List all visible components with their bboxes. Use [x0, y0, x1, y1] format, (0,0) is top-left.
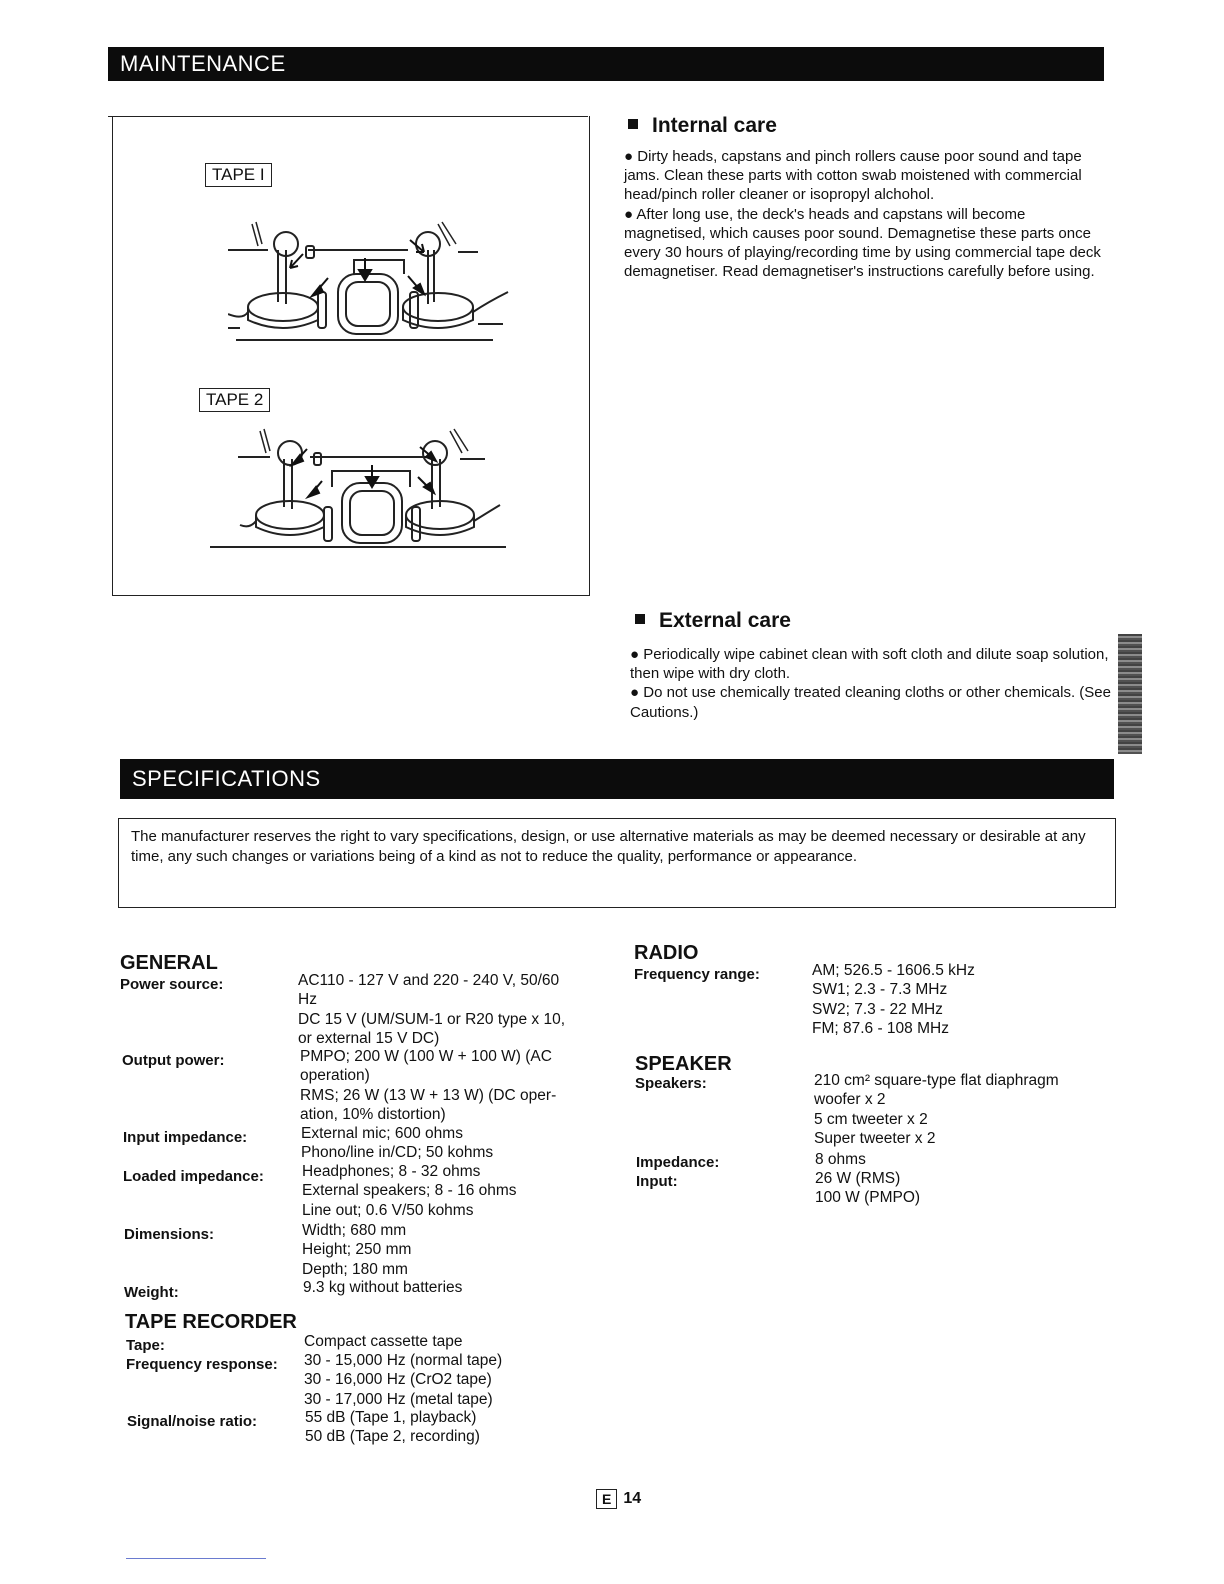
bullet-square-icon — [635, 614, 645, 624]
input-impedance-value — [301, 1124, 493, 1163]
input-line: 26 W (RMS) — [815, 1170, 901, 1187]
frequency-response-line: 30 - 15,000 Hz (normal tape) — [304, 1352, 503, 1369]
input-impedance-line: External mic; 600 ohms — [301, 1125, 463, 1142]
speakers-value — [814, 1071, 1059, 1149]
speakers-line: 5 cm tweeter x 2 — [814, 1110, 928, 1128]
maintenance-title: MAINTENANCE — [120, 51, 286, 76]
internal-care-heading — [628, 114, 777, 138]
output-power-value — [300, 1047, 556, 1125]
input-impedance-line: Phono/line in/CD; 50 kohms — [301, 1144, 494, 1162]
snr-line: 50 dB (Tape 2, recording) — [305, 1428, 480, 1446]
dimensions-line: Depth; 180 mm — [302, 1260, 408, 1278]
frequency-range-value — [812, 961, 975, 1039]
bullet-dot-icon: ● — [630, 684, 644, 702]
external-care-bullet-2: Do not use chemically treated cleaning cloths or other chemicals. (See Cautions.) — [630, 684, 1111, 721]
bullet-square-icon — [628, 119, 638, 129]
loaded-impedance-line: External speakers; 8 - 16 ohms — [302, 1182, 517, 1200]
internal-care-title: Internal care — [652, 114, 777, 137]
frequency-range-line: FM; 87.6 - 108 MHz — [812, 1020, 949, 1038]
frequency-range-label: Frequency range: — [634, 966, 760, 983]
tape1-label: TAPE I — [205, 163, 272, 187]
power-source-value — [298, 971, 565, 1049]
input-impedance-label: Input impedance: — [123, 1129, 248, 1146]
impedance-label: Impedance: — [636, 1154, 720, 1171]
output-power-line: PMPO; 200 W (100 W + 100 W) (AC — [300, 1048, 552, 1065]
snr-line: 55 dB (Tape 1, playback) — [305, 1409, 477, 1426]
bottom-rule — [126, 1558, 266, 1559]
general-heading: GENERAL — [120, 952, 218, 974]
internal-care-bullet-1: Dirty heads, capstans and pinch rollers cause poor sound and tape jams. Clean these parts with cotton swab moistened with commercial head/pinch roller cleaner or isopropyl alchohol. — [624, 148, 1082, 204]
list-item — [630, 645, 1114, 683]
bullet-dot-icon: ● — [630, 646, 644, 663]
external-care-text — [630, 645, 1114, 722]
input-label: Input: — [636, 1173, 678, 1190]
speakers-line: Super tweeter x 2 — [814, 1130, 936, 1148]
power-source-line: DC 15 V (UM/SUM-1 or R20 type x 10, — [298, 1010, 566, 1028]
power-source-line: Hz — [298, 991, 317, 1009]
snr-value — [305, 1408, 480, 1447]
input-line: 100 W (PMPO) — [815, 1189, 921, 1207]
internal-care-text — [624, 147, 1108, 281]
impedance-value: 8 ohms — [815, 1151, 866, 1168]
maintenance-banner — [108, 47, 1104, 81]
internal-care-bullet-2: After long use, the deck's heads and capstans will become magnetised, which causes poor sound. Demagnetise these parts once every 30 hours of playing/recording time by using commercial tape deck demagnetiser. Read demagnetiser's instructions carefully before using. — [624, 205, 1101, 281]
list-item — [630, 683, 1114, 721]
list-item — [624, 147, 1108, 205]
tape2-deck-illustration — [210, 425, 510, 555]
power-source-label: Power source: — [120, 976, 224, 993]
frequency-response-value — [304, 1351, 502, 1409]
bullet-dot-icon: ● — [624, 148, 638, 165]
output-power-line: RMS; 26 W (13 W + 13 W) (DC oper- — [300, 1086, 557, 1104]
external-care-heading — [635, 609, 791, 633]
specifications-title: SPECIFICATIONS — [132, 766, 321, 791]
frequency-response-label: Frequency response: — [126, 1356, 278, 1373]
specifications-notice: The manufacturer reserves the right to vary specifications, design, or use alternative materials as may be deemed necessary or desirable at any time, any such changes or variations being of a kind as not to reduce the quality, performance or appearance. — [118, 818, 1116, 908]
dimensions-value — [302, 1221, 411, 1279]
tape2-label: TAPE 2 — [199, 388, 270, 412]
frequency-response-line: 30 - 16,000 Hz (CrO2 tape) — [304, 1371, 492, 1389]
speaker-heading: SPEAKER — [635, 1053, 732, 1075]
speakers-label: Speakers: — [635, 1075, 707, 1092]
power-source-line: AC110 - 127 V and 220 - 240 V, 50/60 — [298, 972, 560, 989]
loaded-impedance-line: Line out; 0.6 V/50 kohms — [302, 1201, 474, 1219]
dimensions-line: Height; 250 mm — [302, 1241, 412, 1259]
language-badge: E — [596, 1489, 617, 1509]
speakers-line: woofer x 2 — [814, 1091, 886, 1109]
tape-recorder-heading: TAPE RECORDER — [125, 1311, 297, 1333]
specifications-banner — [120, 759, 1114, 799]
frequency-range-line: AM; 526.5 - 1606.5 kHz — [812, 962, 975, 979]
external-care-bullet-1: Periodically wipe cabinet clean with soft cloth and dilute soap solution, then wipe with dry cloth. — [630, 646, 1109, 683]
tape-label: Tape: — [126, 1337, 165, 1354]
weight-value: 9.3 kg without batteries — [303, 1279, 463, 1296]
loaded-impedance-line: Headphones; 8 - 32 ohms — [302, 1163, 481, 1180]
output-power-line: ation, 10% distortion) — [300, 1106, 446, 1124]
external-care-title: External care — [659, 609, 791, 632]
speakers-line: 210 cm² square-type flat diaphragm — [814, 1072, 1059, 1089]
dimensions-line: Width; 680 mm — [302, 1222, 407, 1239]
frequency-range-line: SW2; 7.3 - 22 MHz — [812, 1000, 943, 1018]
radio-heading: RADIO — [634, 942, 699, 964]
loaded-impedance-label: Loaded impedance: — [123, 1168, 264, 1185]
page-number: 14 — [623, 1490, 642, 1507]
frequency-response-line: 30 - 17,000 Hz (metal tape) — [304, 1390, 493, 1408]
bullet-dot-icon: ● — [624, 205, 637, 223]
dimensions-label: Dimensions: — [124, 1226, 215, 1243]
loaded-impedance-value — [302, 1162, 517, 1220]
tape1-deck-illustration — [228, 212, 518, 347]
snr-label: Signal/noise ratio: — [127, 1413, 258, 1430]
power-source-line: or external 15 V DC) — [298, 1030, 440, 1048]
input-value — [815, 1169, 920, 1208]
list-item — [624, 205, 1108, 282]
tape-value: Compact cassette tape — [304, 1333, 463, 1350]
output-power-line: operation) — [300, 1067, 370, 1085]
weight-label: Weight: — [124, 1284, 179, 1301]
output-power-label: Output power: — [122, 1052, 225, 1069]
page-footer — [596, 1489, 641, 1509]
edge-scan-mark — [1118, 634, 1142, 754]
frequency-range-line: SW1; 2.3 - 7.3 MHz — [812, 981, 948, 999]
